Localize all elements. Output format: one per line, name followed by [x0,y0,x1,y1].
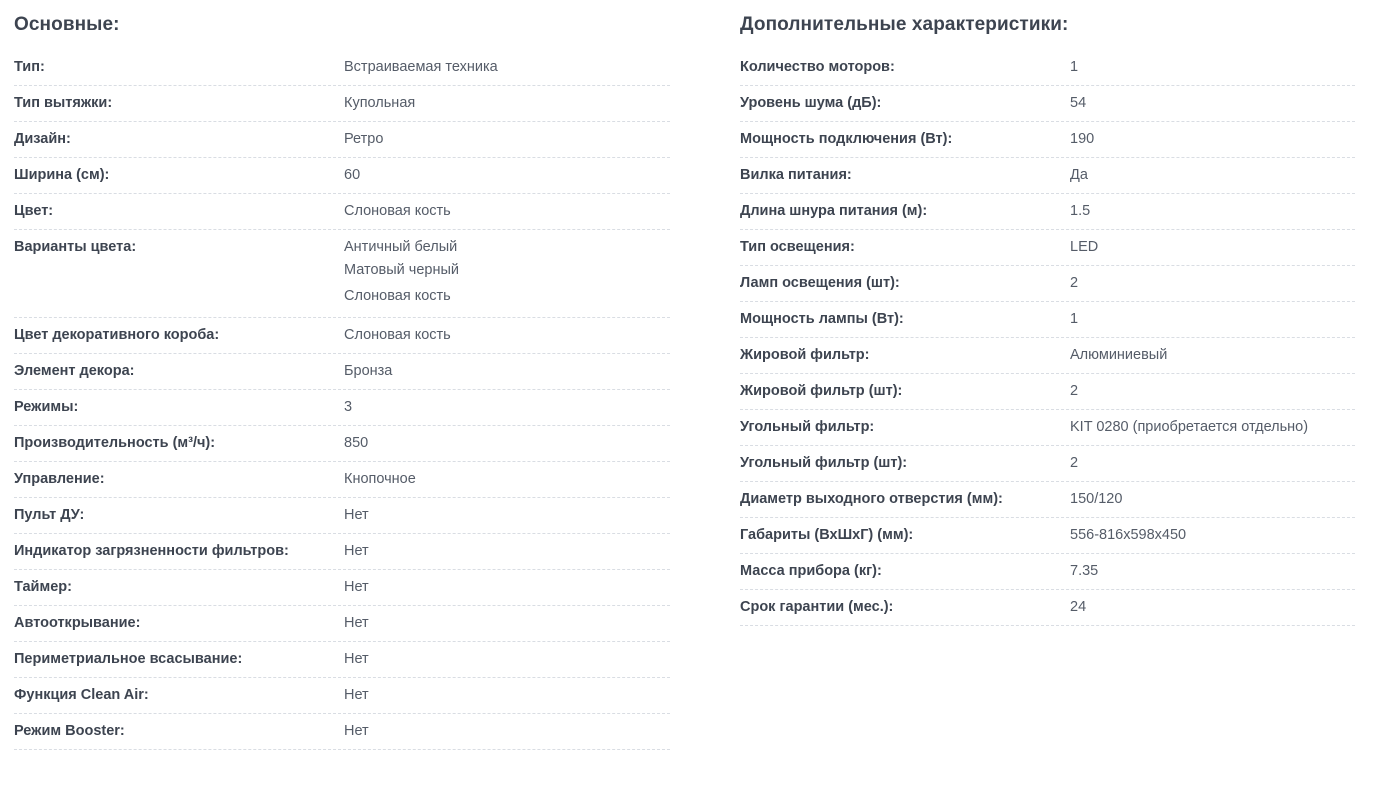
spec-value: 190 [1070,131,1095,147]
spec-row [740,454,1355,482]
spec-value-line: Слоновая кость [344,288,451,304]
spec-name: Режимы: [14,399,79,415]
spec-value: 2 [1070,383,1079,399]
spec-name: Жировой фильтр: [740,347,870,363]
spec-name: Цвет: [14,203,54,219]
spec-name: Периметриальное всасывание: [14,651,243,667]
spec-value: 1 [1070,311,1079,327]
spec-value-line: Античный белый [344,239,458,255]
spec-value: 556-816x598x450 [1070,527,1187,543]
spec-value: 1 [1070,59,1079,75]
additional-specs-title: Дополнительные характеристики: [740,14,1069,35]
spec-name: Управление: [14,471,105,487]
spec-row [14,94,670,122]
spec-row [740,94,1355,122]
spec-value: Нет [344,579,369,595]
additional-specs-list [740,58,1355,626]
spec-name: Варианты цвета: [14,239,137,255]
main-specs-list [14,58,670,750]
spec-name: Диаметр выходного отверстия (мм): [740,491,1003,507]
spec-value: KIT 0280 (приобретается отдельно) [1070,419,1309,435]
spec-name: Производительность (м³/ч): [14,435,216,451]
spec-row [14,362,670,390]
spec-name: Угольный фильтр (шт): [740,455,908,471]
spec-value: Встраиваемая техника [344,59,498,75]
spec-value [344,238,670,309]
spec-name: Ширина (см): [14,167,110,183]
spec-name: Индикатор загрязненности фильтров: [14,543,289,559]
main-specs-title: Основные: [14,14,120,35]
spec-row [14,434,670,462]
spec-row [740,598,1355,626]
spec-value: Кнопочное [344,471,416,487]
spec-value: Нет [344,615,369,631]
spec-row [14,130,670,158]
spec-value: 3 [344,399,353,415]
spec-value: Алюминиевый [1070,347,1168,363]
spec-row [740,130,1355,158]
spec-name: Цвет декоративного короба: [14,327,220,343]
additional-specs-column [700,14,1375,758]
spec-name: Автооткрывание: [14,615,141,631]
spec-value: 60 [344,167,361,183]
spec-row [14,166,670,194]
spec-row [14,722,670,750]
spec-name: Таймер: [14,579,72,595]
spec-value: Ретро [344,131,384,147]
spec-row [740,346,1355,374]
spec-row [740,202,1355,230]
spec-name: Угольный фильтр: [740,419,875,435]
spec-value: 2 [1070,455,1079,471]
spec-row [14,326,670,354]
spec-value: 7.35 [1070,563,1099,579]
spec-value-line: Матовый черный [344,262,459,278]
spec-name: Жировой фильтр (шт): [740,383,903,399]
spec-value: 54 [1070,95,1087,111]
spec-name: Ламп освещения (шт): [740,275,900,291]
spec-row [740,166,1355,194]
spec-row [740,274,1355,302]
spec-value: 850 [344,435,369,451]
spec-row [740,238,1355,266]
spec-row [740,418,1355,446]
spec-row [14,542,670,570]
spec-row [740,310,1355,338]
spec-name: Количество моторов: [740,59,895,75]
spec-value: Нет [344,687,369,703]
spec-value: Да [1070,167,1088,183]
spec-row [740,562,1355,590]
spec-value: 24 [1070,599,1087,615]
spec-value: 150/120 [1070,491,1123,507]
spec-row [14,202,670,230]
spec-name: Мощность подключения (Вт): [740,131,953,147]
spec-name: Элемент декора: [14,363,135,379]
spec-row [740,490,1355,518]
spec-name: Масса прибора (кг): [740,563,882,579]
spec-row [14,398,670,426]
spec-name: Пульт ДУ: [14,507,85,523]
spec-name: Уровень шума (дБ): [740,95,882,111]
spec-value: Бронза [344,363,393,379]
spec-row [14,58,670,86]
spec-row [740,58,1355,86]
spec-value: Нет [344,543,369,559]
spec-value: Нет [344,651,369,667]
spec-value: 1.5 [1070,203,1091,219]
spec-name: Дизайн: [14,131,71,147]
spec-row [14,578,670,606]
spec-row [14,238,670,318]
spec-name: Мощность лампы (Вт): [740,311,904,327]
spec-value: Нет [344,507,369,523]
spec-row [14,506,670,534]
spec-name: Длина шнура питания (м): [740,203,928,219]
main-specs-column [0,14,700,758]
spec-value: Купольная [344,95,416,111]
spec-name: Тип вытяжки: [14,95,113,111]
spec-value: Слоновая кость [344,327,451,343]
spec-name: Функция Clean Air: [14,687,149,703]
spec-value: LED [1070,239,1099,255]
spec-row [740,526,1355,554]
spec-name: Режим Booster: [14,723,125,739]
spec-name: Тип: [14,59,45,75]
spec-name: Вилка питания: [740,167,852,183]
spec-value: Слоновая кость [344,203,451,219]
spec-name: Срок гарантии (мес.): [740,599,894,615]
spec-value: Нет [344,723,369,739]
spec-row [14,650,670,678]
spec-row [740,382,1355,410]
spec-row [14,470,670,498]
spec-row [14,686,670,714]
spec-name: Габариты (ВхШхГ) (мм): [740,527,914,543]
spec-value: 2 [1070,275,1079,291]
spec-name: Тип освещения: [740,239,855,255]
spec-row [14,614,670,642]
